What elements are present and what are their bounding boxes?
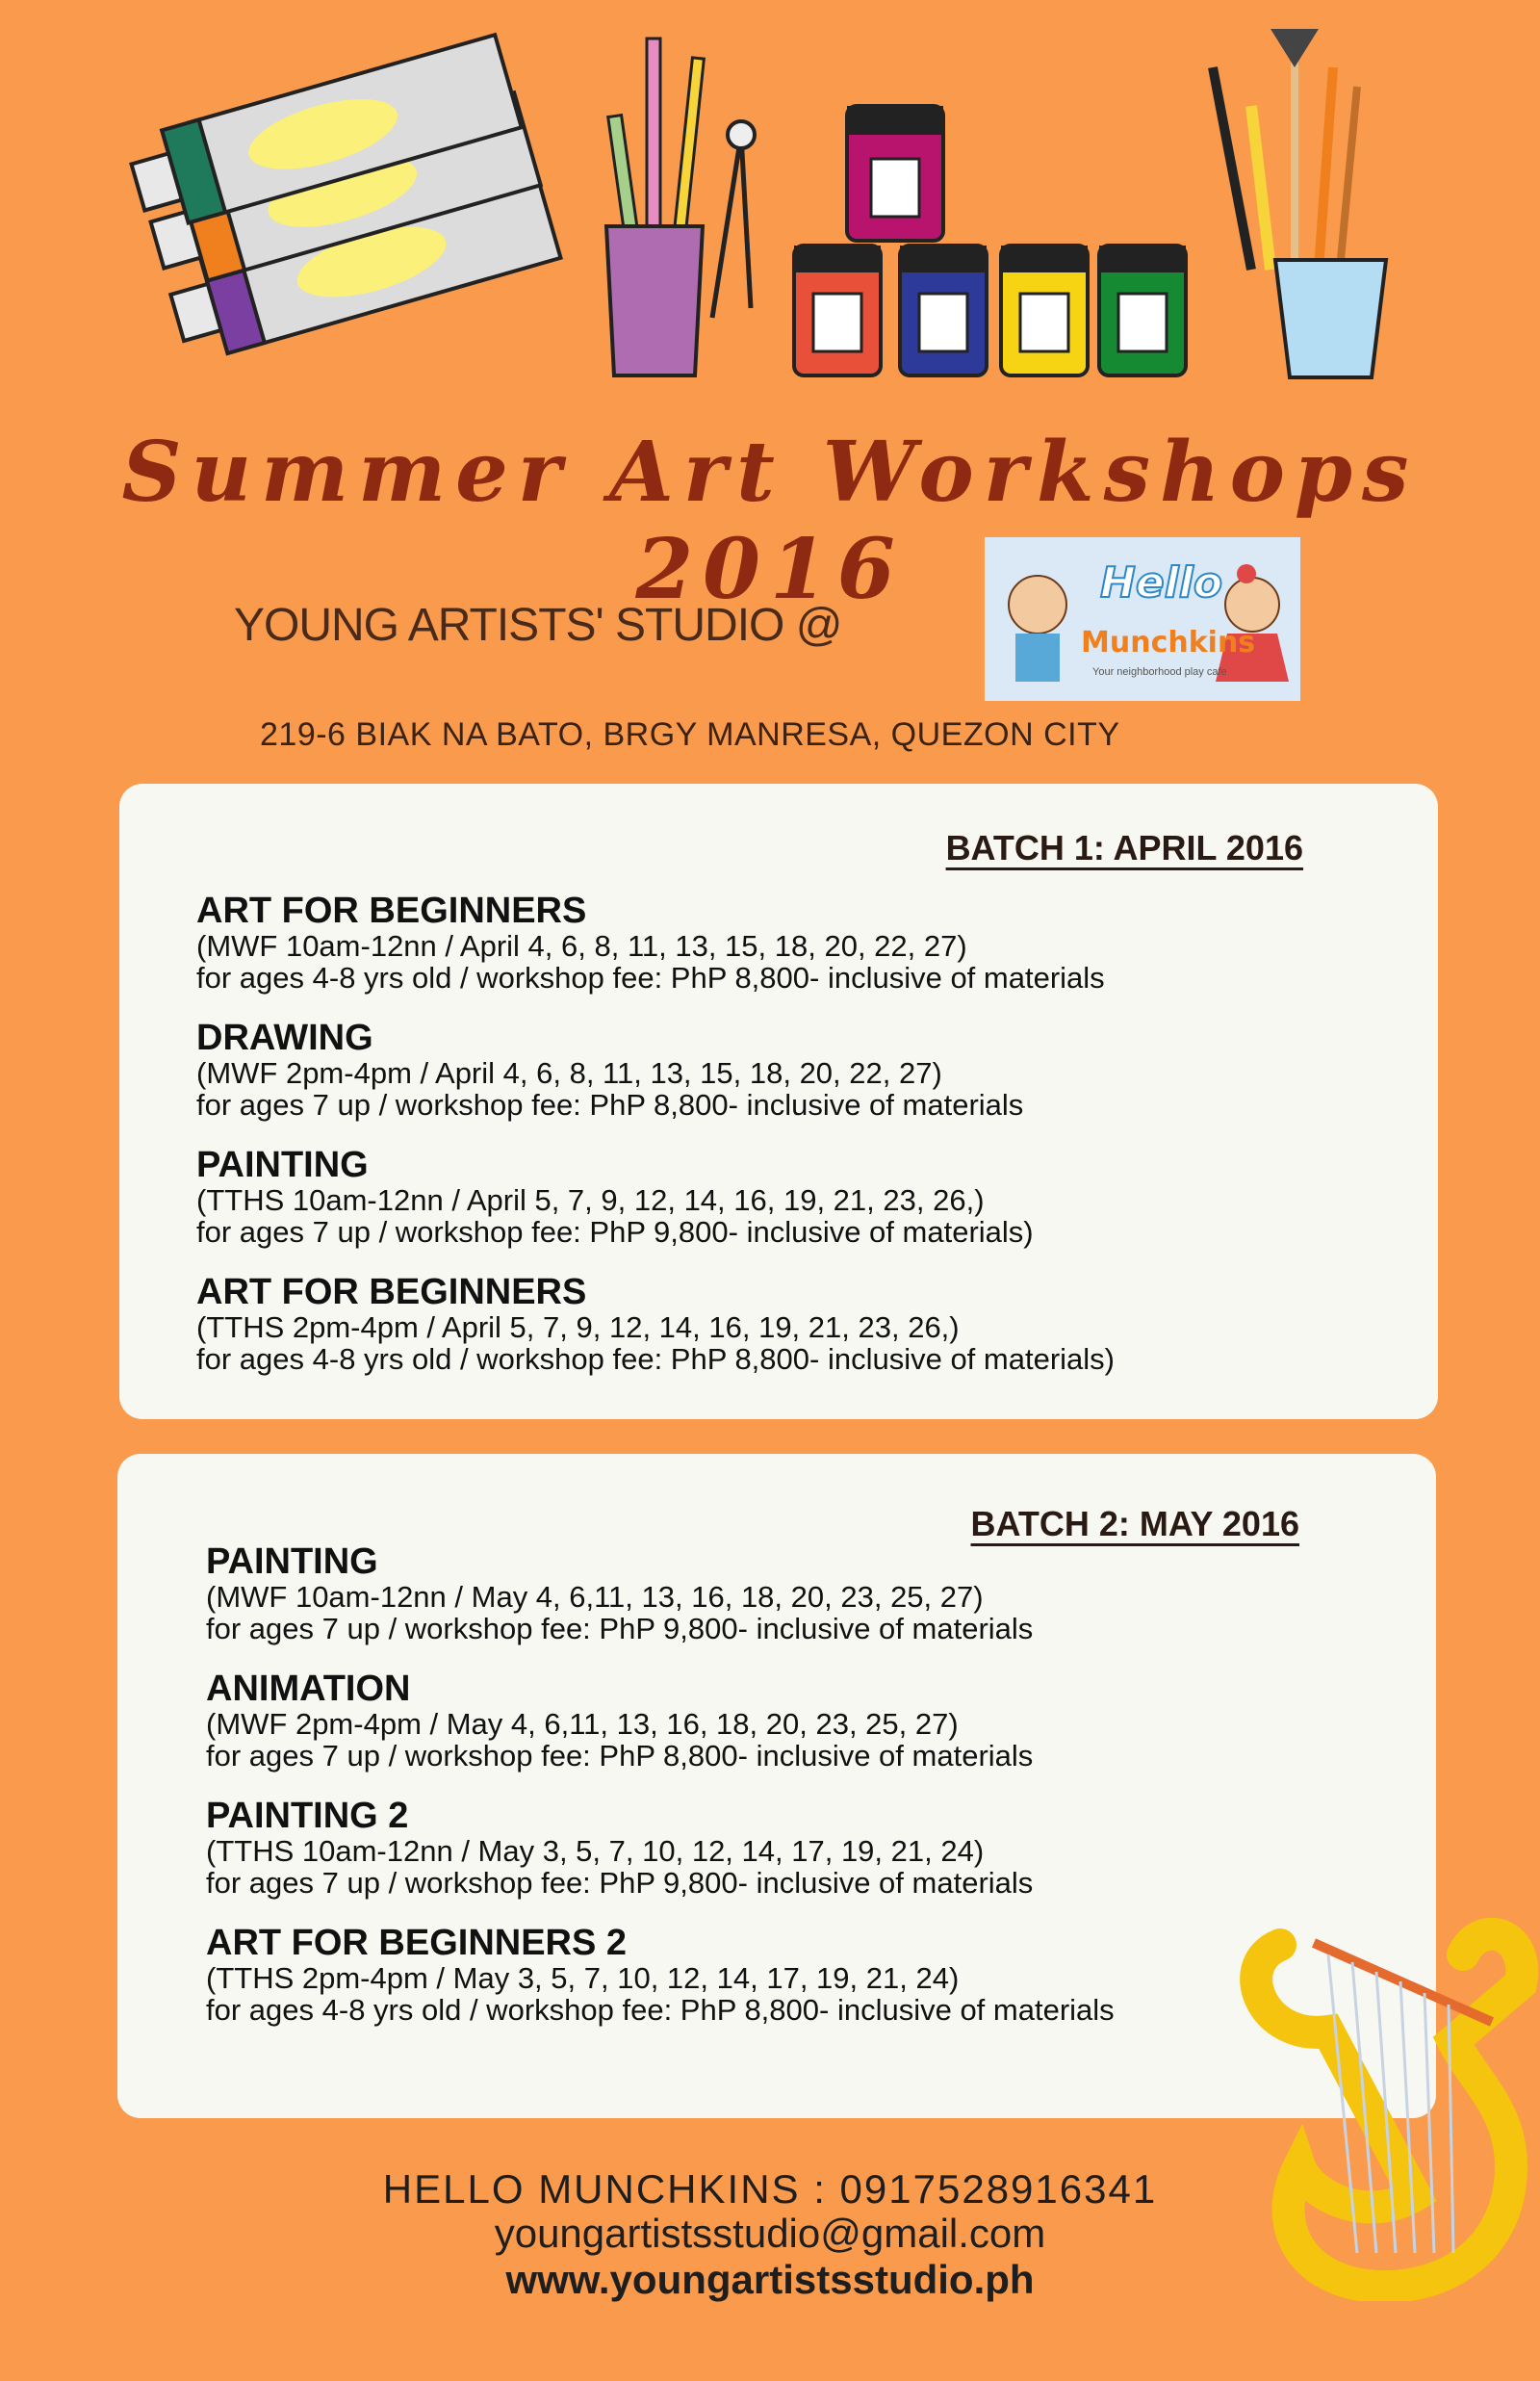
workshop-schedule: (TTHS 2pm-4pm / May 3, 5, 7, 10, 12, 14, 17, 19, 21, 24)	[206, 1961, 960, 1995]
hello-munchkins-logo	[985, 537, 1300, 701]
batch1-heading: BATCH 1: APRIL 2016	[945, 828, 1303, 867]
workshop-item	[206, 1924, 1115, 2026]
workshop-item	[196, 1273, 1115, 1375]
workshop-item	[206, 1797, 1033, 1899]
workshop-name: ART FOR BEGINNERS 2	[206, 1923, 628, 1963]
workshop-info: for ages 7 up / workshop fee: PhP 9,800- inclusive of materials	[206, 1866, 1034, 1900]
workshop-item	[196, 1146, 1034, 1248]
workshop-info: for ages 4-8 yrs old / workshop fee: PhP 8,800- inclusive of materials	[196, 961, 1105, 995]
workshop-info: for ages 4-8 yrs old / workshop fee: PhP 8,800- inclusive of materials)	[196, 1342, 1115, 1376]
workshop-name: ART FOR BEGINNERS	[196, 891, 587, 931]
workshop-info: for ages 7 up / workshop fee: PhP 8,800- inclusive of materials	[206, 1739, 1034, 1773]
workshop-info: for ages 7 up / workshop fee: PhP 9,800- inclusive of materials)	[196, 1215, 1034, 1249]
workshop-schedule: (TTHS 10am-12nn / April 5, 7, 9, 12, 14, 16, 19, 21, 23, 26,)	[196, 1183, 985, 1217]
workshop-schedule: (MWF 10am-12nn / May 4, 6,11, 13, 16, 18, 20, 23, 25, 27)	[206, 1580, 984, 1614]
workshop-info: for ages 7 up / workshop fee: PhP 8,800- inclusive of materials	[196, 1088, 1024, 1122]
workshop-schedule: (MWF 2pm-4pm / April 4, 6, 8, 11, 13, 15, 18, 20, 22, 27)	[196, 1056, 942, 1090]
logo-tagline: Your neighborhood play cafe	[1092, 666, 1227, 678]
workshop-name: ART FOR BEGINNERS	[196, 1272, 587, 1312]
workshop-name: ANIMATION	[206, 1669, 411, 1709]
logo-hello-text: Hello	[1100, 558, 1223, 608]
workshop-name: PAINTING	[196, 1145, 369, 1185]
workshop-schedule: (TTHS 2pm-4pm / April 5, 7, 9, 12, 14, 16, 19, 21, 23, 26,)	[196, 1310, 960, 1344]
batch2-heading: BATCH 2: MAY 2016	[970, 1504, 1299, 1543]
workshop-info: for ages 4-8 yrs old / workshop fee: PhP 8,800- inclusive of materials	[206, 1993, 1115, 2027]
workshop-schedule: (TTHS 10am-12nn / May 3, 5, 7, 10, 12, 14, 17, 19, 21, 24)	[206, 1834, 985, 1868]
paint-jars-icon	[794, 106, 1186, 375]
paint-tubes-icon	[125, 35, 561, 364]
pencil-cup-icon	[606, 39, 755, 375]
website-link[interactable]: www.youngartistsstudio.ph	[505, 2257, 1035, 2302]
contact-email[interactable]: youngartistsstudio@gmail.com	[494, 2211, 1046, 2256]
contact-phone: HELLO MUNCHKINS : 0917528916341	[382, 2166, 1158, 2212]
workshop-name: DRAWING	[196, 1018, 373, 1058]
workshop-item	[206, 1669, 1033, 1772]
workshop-item	[206, 1542, 1033, 1644]
workshop-name: PAINTING 2	[206, 1796, 409, 1836]
address: 219-6 BIAK NA BATO, BRGY MANRESA, QUEZON CITY	[260, 716, 1120, 753]
workshop-name: PAINTING	[206, 1541, 378, 1582]
workshop-info: for ages 7 up / workshop fee: PhP 9,800- inclusive of materials	[206, 1612, 1034, 1645]
logo-munchkins-text: Munchkins	[1081, 626, 1256, 660]
brush-cup-icon	[1213, 29, 1386, 377]
workshop-item	[196, 1019, 1023, 1121]
workshop-schedule: (MWF 10am-12nn / April 4, 6, 8, 11, 13, 15, 18, 20, 22, 27)	[196, 929, 967, 963]
art-supplies-illustration	[0, 0, 1540, 404]
workshop-item	[196, 892, 1105, 994]
studio-name: YOUNG ARTISTS' STUDIO @	[234, 600, 842, 651]
page-title: Summer Art Workshops 2016	[121, 424, 1419, 618]
workshop-schedule: (MWF 2pm-4pm / May 4, 6,11, 13, 16, 18, 20, 23, 25, 27)	[206, 1707, 959, 1741]
batch1-card	[119, 784, 1438, 1419]
